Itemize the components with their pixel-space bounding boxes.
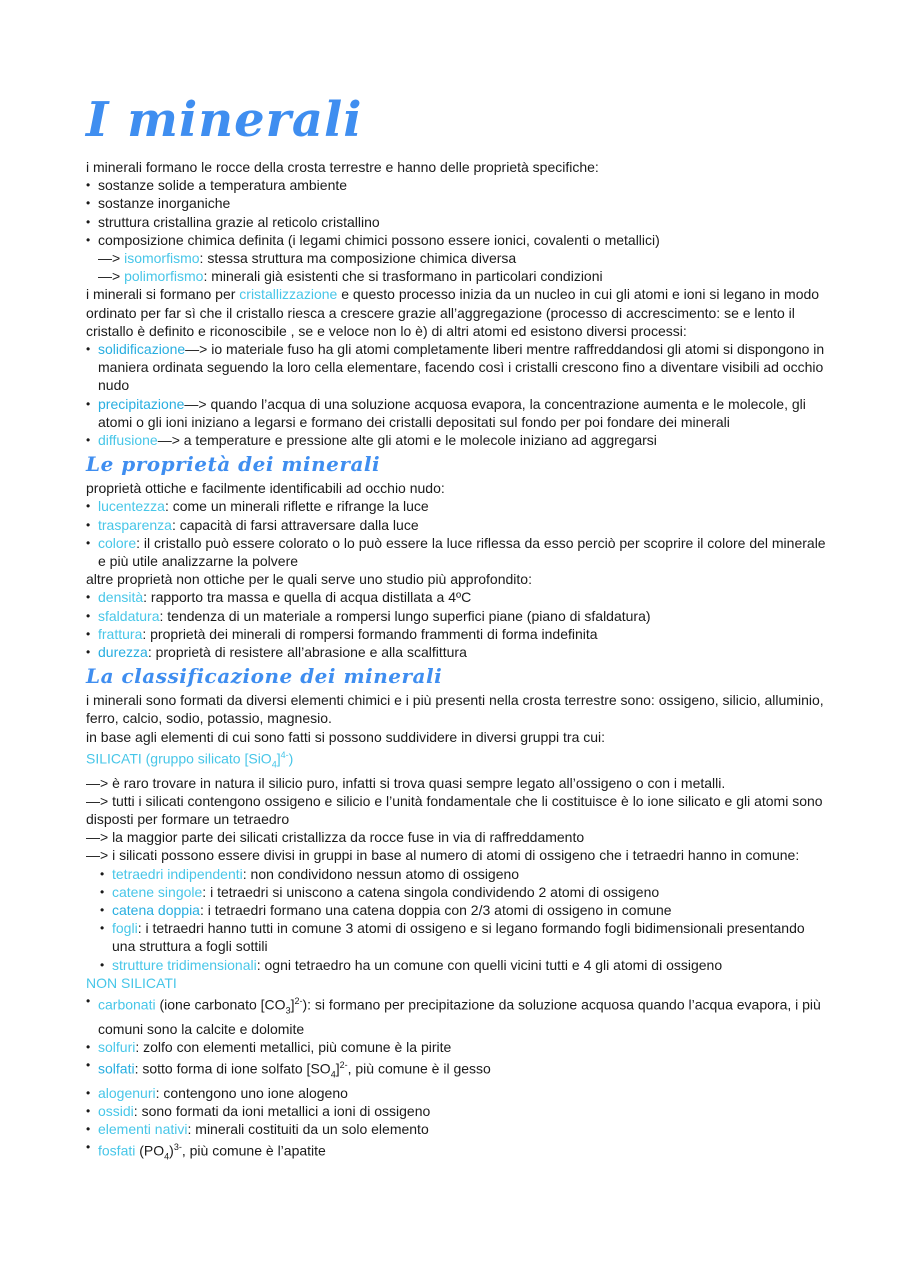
- definition-text: , più comune è l’apatite: [181, 1142, 326, 1159]
- silicati-line: —> i silicati possono essere divisi in gruppi in base al numero di atomi di ossigeno che i tetraedri hanno in comune:: [86, 847, 800, 864]
- list-item: [86, 395, 826, 431]
- definition-text: (PO: [135, 1142, 165, 1159]
- definition-text: : non condividono nessun atomo di ossigeno: [242, 865, 520, 882]
- list-item: [86, 992, 826, 1038]
- superscript: 2-: [339, 1060, 348, 1071]
- list-item: • sostanze solide a temperatura ambiente: [86, 176, 826, 194]
- polimorfismo-line: [86, 267, 826, 285]
- list-item: [86, 1038, 826, 1056]
- term-precipitazione: precipitazione: [98, 395, 185, 412]
- term-lucentezza: lucentezza: [98, 498, 165, 515]
- term-solfati: solfati: [98, 1060, 135, 1077]
- definition-text: : come un minerali riflette e rifrange la luce: [164, 498, 429, 515]
- section-heading-classificazione: La classificazione dei minerali: [86, 664, 443, 689]
- list-item: [86, 497, 826, 515]
- term-fosfati: fosfati: [98, 1142, 136, 1159]
- document-page: [86, 90, 826, 1166]
- term-isomorfismo: isomorfismo: [124, 250, 200, 267]
- subscript: 4: [330, 1069, 336, 1080]
- term-densita: densità: [98, 589, 144, 606]
- optical-intro: proprietà ottiche e facilmente identificabili ad occhio nudo:: [86, 480, 445, 497]
- silicati-types-list: [86, 865, 826, 974]
- list-item: [86, 534, 826, 570]
- definition-text: —> quando l’acqua di una soluzione acquosa evapora, la concentrazione aumenta e le molecole, gli atomi o gli ioni iniziano a legarsi e formano dei cristalli depositati sul fondo per poi fondare dei minerali: [98, 395, 806, 430]
- definition-text: ]: [290, 996, 295, 1013]
- term-cristallizzazione: cristallizzazione: [239, 286, 338, 303]
- list-item: [100, 865, 826, 883]
- list-item: [86, 340, 826, 395]
- heading-text: ): [288, 750, 294, 767]
- definition-text: , più comune è il gesso: [347, 1060, 491, 1077]
- term-ossidi: ossidi: [98, 1102, 134, 1119]
- list-item: [86, 431, 826, 449]
- term-tetraedri-indipendenti: tetraedri indipendenti: [112, 865, 243, 882]
- silicati-line: —> la maggior parte dei silicati cristallizza da rocce fuse in via di raffreddamento: [86, 829, 585, 846]
- definition-text: : il cristallo può essere colorato o lo può essere la luce riflessa da esso perciò per scoprire il colore del minerale e più utile analizzarne la polvere: [98, 534, 826, 570]
- definition-text: : proprietà dei minerali di rompersi formando frammenti di forma indefinita: [142, 625, 598, 642]
- term-catena-doppia: catena doppia: [112, 901, 200, 918]
- heading-text: SILICATI (gruppo silicato [SiO: [86, 750, 272, 767]
- section-heading-proprieta: Le proprietà dei minerali: [86, 452, 381, 477]
- definition-text: ): si formano per precipitazione da soluzione acquosa quando l’acqua evapora, i più comuni sono la calcite e dolomite: [98, 996, 821, 1037]
- definition-text: : minerali già esistenti che si trasformano in particolari condizioni: [203, 268, 603, 285]
- subscript: 3: [285, 1005, 291, 1016]
- term-polimorfismo: polimorfismo: [124, 268, 204, 285]
- list-item: [100, 901, 826, 919]
- definition-text: : rapporto tra massa e quella di acqua distillata a 4ºC: [143, 589, 472, 606]
- list-item: • sostanze inorganiche: [86, 194, 826, 212]
- arrow-text: —>: [98, 268, 125, 285]
- definition-text: : ogni tetraedro ha un comune con quelli vicini tutti e 4 gli atomi di ossigeno: [256, 956, 723, 973]
- superscript: 2-: [294, 995, 303, 1006]
- definition-text: : i tetraedri si uniscono a catena singola condividendo 2 atomi di ossigeno: [202, 883, 660, 900]
- page-title: I minerali: [86, 92, 363, 148]
- list-item: [86, 625, 826, 643]
- definition-text: : i tetraedri formano una catena doppia con 2/3 atomi di ossigeno in comune: [199, 901, 672, 918]
- subscript: 4: [164, 1151, 170, 1162]
- list-item: [86, 1102, 826, 1120]
- list-item: [100, 919, 826, 955]
- term-strutture-tridimensionali: strutture tridimensionali: [112, 956, 257, 973]
- nonsilicati-heading: NON SILICATI: [86, 974, 177, 991]
- definition-text: —> a temperature e pressione alte gli atomi e le molecole iniziano ad aggregarsi: [157, 432, 657, 449]
- list-item: • struttura cristallina grazie al reticolo cristallino: [86, 213, 826, 231]
- term-durezza: durezza: [98, 644, 148, 661]
- term-solfuri: solfuri: [98, 1038, 136, 1055]
- term-frattura: frattura: [98, 625, 143, 642]
- list-item: [86, 588, 826, 606]
- intro-text: i minerali formano le rocce della crosta terrestre e hanno delle proprietà specifiche:: [86, 159, 599, 175]
- term-catene-singole: catene singole: [112, 883, 203, 900]
- term-colore: colore: [98, 534, 137, 551]
- list-item: [86, 1120, 826, 1138]
- term-solidificazione: solidificazione: [98, 341, 186, 358]
- definition-text: : minerali costituiti da un solo elemento: [187, 1121, 429, 1138]
- term-elementi-nativi: elementi nativi: [98, 1121, 188, 1138]
- arrow-text: —>: [98, 250, 125, 267]
- isomorfismo-line: [86, 249, 826, 267]
- list-item: [100, 956, 826, 974]
- definition-text: : capacità di farsi attraversare dalla luce: [171, 516, 419, 533]
- paragraph-text: i minerali si formano per: [86, 286, 240, 303]
- nonoptical-list: [86, 588, 826, 661]
- definition-text: (ione carbonato [CO: [155, 996, 286, 1013]
- formation-paragraph: [86, 285, 826, 340]
- superscript: 4-: [280, 749, 289, 760]
- definition-text: : tendenza di un materiale a rompersi lungo superfici piane (piano di sfaldatura): [159, 607, 651, 624]
- heading-text: ]: [276, 750, 281, 767]
- term-trasparenza: trasparenza: [98, 516, 172, 533]
- term-fogli: fogli: [112, 920, 138, 937]
- properties-list: [86, 176, 826, 249]
- definition-text: ): [169, 1142, 174, 1159]
- classification-paragraph-2: in base agli elementi di cui sono fatti si possono suddividere in diversi gruppi tra cui:: [86, 728, 606, 745]
- classification-paragraph-1: i minerali sono formati da diversi elementi chimici e i più presenti nella crosta terrestre sono: ossigeno, silicio, alluminio, ferro, calcio, sodio, potassio, magnesio.: [86, 692, 824, 727]
- list-item: • composizione chimica definita (i legami chimici possono essere ionici, covalenti o metallici): [86, 231, 826, 249]
- silicati-line: —> è raro trovare in natura il silicio puro, infatti si trova quasi sempre legato all’ossigeno o con i metalli.: [86, 774, 726, 791]
- definition-text: : sono formati da ioni metallici a ioni di ossigeno: [133, 1102, 431, 1119]
- subscript: 4: [271, 759, 277, 770]
- definition-text: : stessa struttura ma composizione chimica diversa: [199, 250, 517, 267]
- nonoptical-intro: altre proprietà non ottiche per le quali serve uno studio più approfondito:: [86, 571, 532, 588]
- list-item: [86, 1056, 826, 1084]
- silicati-line: —> tutti i silicati contengono ossigeno e silicio e l’unità fondamentale che li costituisce è lo ione silicato e gli atomi sono disposti per formare un tetraedro: [86, 792, 823, 827]
- paragraph-text: e questo processo inizia da un nucleo in cui gli atomi e ioni si legano in modo ordinato per far sì che il cristallo riesca a crescere grazie all’aggregazione (processo di accrescimento: se e lento il cristallo è definito e riconoscibile , se e veloce non lo è) di altri atomi ed esistono diversi processi:: [86, 286, 820, 339]
- definition-text: : proprietà di resistere all’abrasione e alla scalfittura: [147, 644, 467, 661]
- definition-text: ]: [335, 1060, 340, 1077]
- term-alogenuri: alogenuri: [98, 1084, 156, 1101]
- list-item: [86, 516, 826, 534]
- term-carbonati: carbonati: [98, 996, 156, 1013]
- list-item: [86, 1084, 826, 1102]
- term-diffusione: diffusione: [98, 432, 158, 449]
- term-sfaldatura: sfaldatura: [98, 607, 160, 624]
- definition-text: : zolfo con elementi metallici, più comune è la pirite: [135, 1038, 452, 1055]
- list-item: [100, 883, 826, 901]
- nonsilicati-list: [86, 992, 826, 1166]
- superscript: 3-: [173, 1142, 182, 1153]
- processes-list: [86, 340, 826, 449]
- silicati-heading: [86, 746, 826, 774]
- definition-text: : sotto forma di ione solfato [SO: [134, 1060, 331, 1077]
- list-item: [86, 607, 826, 625]
- definition-text: : i tetraedri hanno tutti in comune 3 atomi di ossigeno e si legano formando fogli bidimensionali presentando una struttura a fogli sottili: [112, 920, 805, 955]
- list-item: [86, 1138, 826, 1166]
- definition-text: : contengono uno ione alogeno: [155, 1084, 348, 1101]
- optical-list: [86, 497, 826, 570]
- list-item: [86, 643, 826, 661]
- definition-text: —> io materiale fuso ha gli atomi completamente liberi mentre raffreddandosi gli atomi si dispongono in maniera ordinata seguendo la loro cella elementare, facendo così i cristalli crescono fino a diventare visibili ad occhio nudo: [98, 341, 825, 394]
